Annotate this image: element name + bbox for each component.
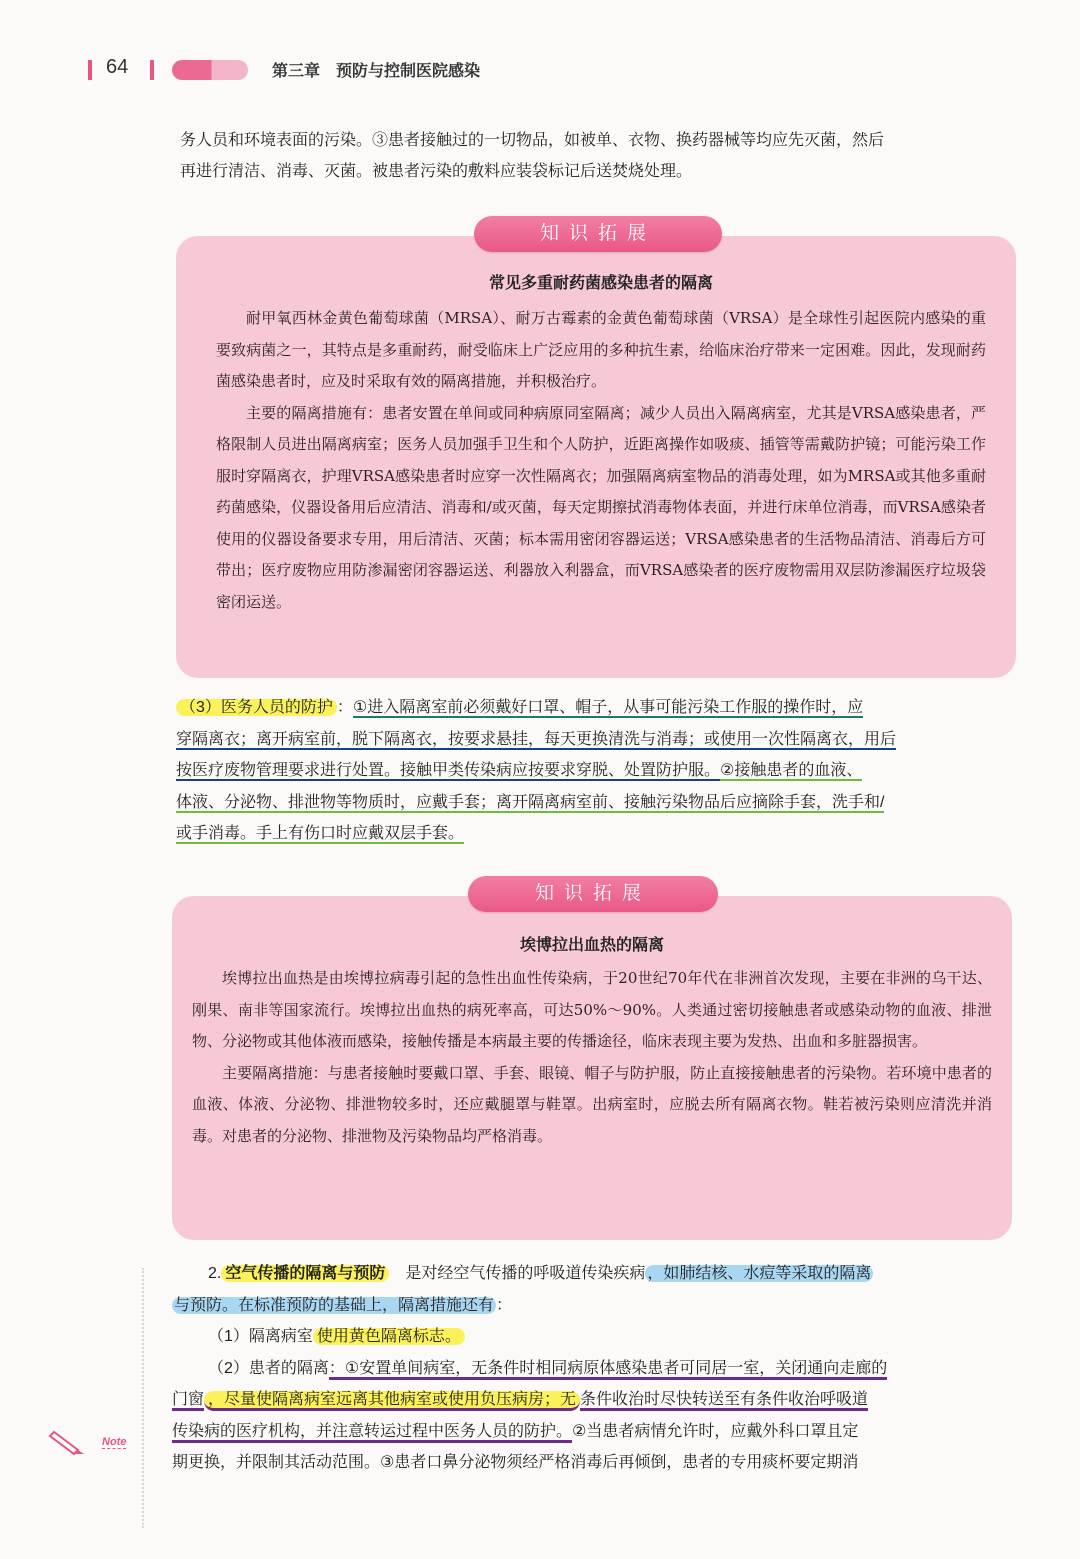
page-number: 64 <box>106 56 129 78</box>
header-divider <box>88 60 92 80</box>
section-staff-protection: （3）医务人员的防护 ：①进入隔离室前必须戴好口罩、帽子，从事可能污染工作服的操作时，应 穿隔离衣；离开病室前，脱下隔离衣，按要求悬挂，每天更换清洗与消毒；或使用一次性隔离衣，用后 按医疗废物管理要求进行处置。接触甲类传染病应按要求穿脱、处置防护服。②接触患者的血液、 体液、分泌物、排泄物等物质时，应戴手套；离开隔离病室前、接触污染物品后应摘除手套，洗手和/ 或手消毒。手上有伤口时应戴双层手套。 <box>176 699 897 842</box>
pencil-icon <box>48 1426 88 1456</box>
note-label: Note <box>102 1436 127 1448</box>
box-paragraph: 主要的隔离措施有：患者安置在单间或同种病原同室隔离；减少人员出入隔离病室，尤其是VRSA感染患者，严格限制人员进出隔离病室；医务人员加强手卫生和个人防护，近距离操作如吸痰、插管等需戴防护镜；可能污染工作服时穿隔离衣，护理VRSA感染患者时应穿一次性隔离衣；加强隔离病室物品的消毒处理，如为MRSA或其他多重耐药菌感染，仪器设备用后应清洁、消毒和/或灭菌，每天定期擦拭消毒物体表面，并进行床单位消毒，而VRSA感染者使用的仪器设备要求专用，用后清洁、灭菌；标本需用密闭容器运送；VRSA感染患者的生活物品清洁、消毒后方可带出；医疗废物应用防渗漏密闭容器运送、利器放入利器盒，而VRSA感染者的医疗废物需用双层防渗漏医疗垃圾袋密闭运送。 <box>216 403 986 611</box>
section-number: 2. <box>208 1265 222 1282</box>
chapter-title: 第三章 预防与控制医院感染 <box>272 63 481 80</box>
highlighted-text: ，如肺结核、水痘等采取的隔离 <box>647 1265 872 1282</box>
underlined-text: 或手消毒。手上有伤口时应戴双层手套。 <box>176 825 465 842</box>
knowledge-box-ebola <box>172 896 1012 1240</box>
box-title: 埃博拉出血热的隔离 <box>519 937 664 954</box>
chapter-decoration <box>172 60 248 80</box>
knowledge-pill: 知识拓展 <box>474 216 722 252</box>
underlined-text: 传染病的医疗机构，并注意转运过程中医务人员的防护。 <box>172 1423 572 1443</box>
note-margin <box>44 1418 144 1458</box>
intro-line: 务人员和环境表面的污染。③患者接触过的一切物品，如被单、衣物、换药器械等均应先灭菌，然后 <box>180 130 885 149</box>
highlighted-text: 与预防。在标准预防的基础上，隔离措施还有 <box>174 1296 495 1314</box>
box-title: 常见多重耐药菌感染患者的隔离 <box>488 275 713 292</box>
knowledge-pill: 知识拓展 <box>468 876 718 912</box>
intro-line: 再进行清洁、消毒、灭菌。被患者污染的敷料应装袋标记后送焚烧处理。 <box>180 161 693 180</box>
highlighted-text: 使用黄色隔离标志。 <box>313 1328 465 1345</box>
underlined-text: 按医疗废物管理要求进行处置。接触甲类传染病应按要求穿脱、处置防护服。 <box>176 762 721 779</box>
note-divider <box>142 1268 144 1528</box>
underlined-text: 体液、分泌物、排泄物等物质时，应戴手套；离开隔离病室前、接触污染物品后应摘除手套，洗手和/ <box>176 793 885 811</box>
intro-paragraph <box>180 124 1020 186</box>
box-paragraph: 埃博拉出血热是由埃博拉病毒引起的急性出血性传染病，于20世纪70年代在非洲首次发现，主要在非洲的乌干达、刚果、南非等国家流行。埃博拉出血热的病死率高，可达50%～90%。人类通过密切接触患者或感染动物的血液、排泄物、分泌物或其他体液而感染，接触传播是本病最主要的传播途径，临床表现主要为发热、出血和多脏器损害。 <box>192 969 992 1050</box>
header-divider <box>150 60 154 80</box>
section-label: （3）医务人员的防护 <box>176 699 337 716</box>
section-title: 空气传播的隔离与预防 <box>221 1265 389 1282</box>
underlined-text: ：①安置单间病室，无条件时相同病原体感染患者可同居一室，关闭通向走廊的 <box>329 1360 887 1380</box>
box-paragraph: 耐甲氧西林金黄色葡萄球菌（MRSA）、耐万古霉素的金黄色葡萄球菌（VRSA）是全球性引起医院内感染的重要致病菌之一，其特点是多重耐药，耐受临床上广泛应用的多种抗生素，给临床治疗带来一定困难。因此，发现耐药菌感染患者时，应及时采取有效的隔离措施，并积极治疗。 <box>216 309 986 390</box>
page-header <box>0 52 1080 86</box>
knowledge-box-mdro <box>176 236 1016 678</box>
underlined-text: 穿隔离衣；离开病室前，脱下隔离衣，按要求悬挂，每天更换清洗与消毒；或使用一次性隔离衣，用后 <box>176 730 897 748</box>
highlighted-text: ，尽量使隔离病室远离其他病室或使用负压病房；无 <box>204 1391 580 1411</box>
underlined-text: ①进入隔离室前必须戴好口罩、帽子，从事可能污染工作服的操作时，应 <box>352 699 864 716</box>
section-airborne: 2. 空气传播的隔离与预防 是对经空气传播的呼吸道传染疾病 ，如肺结核、水痘等采取的隔离 与预防。在标准预防的基础上，隔离措施还有 ： （1）隔离病室 使用黄色隔离标志。 （2）患者的隔离：①安置单间病室，无条件时相同病原体感染患者可同居一室，关闭通向走廊的 门窗 ，尽量使隔离病室远离其他病室或使用负压病房；无 条件收治时尽快转送至有条件收治呼吸道 传染病的医疗机构，并注意转运过程中医务人员的防护。②当患者病情允许时，应戴外科口罩且定 期更换，并限制其活动范围。③患者口鼻分泌物须经严格消毒后再倾倒，患者的专用痰杯要定期消 <box>172 1265 888 1471</box>
underlined-text: ②接触患者的血液、 <box>720 762 863 779</box>
box-paragraph: 主要隔离措施：与患者接触时要戴口罩、手套、眼镜、帽子与防护服，防止直接接触患者的污染物。若环境中患者的血液、体液、分泌物、排泄物较多时，还应戴腿罩与鞋罩。出病室时，应脱去所有隔离衣物。鞋若被污染则应清洗并消毒。对患者的分泌物、排泄物及污染物品均严格消毒。 <box>192 1063 992 1145</box>
